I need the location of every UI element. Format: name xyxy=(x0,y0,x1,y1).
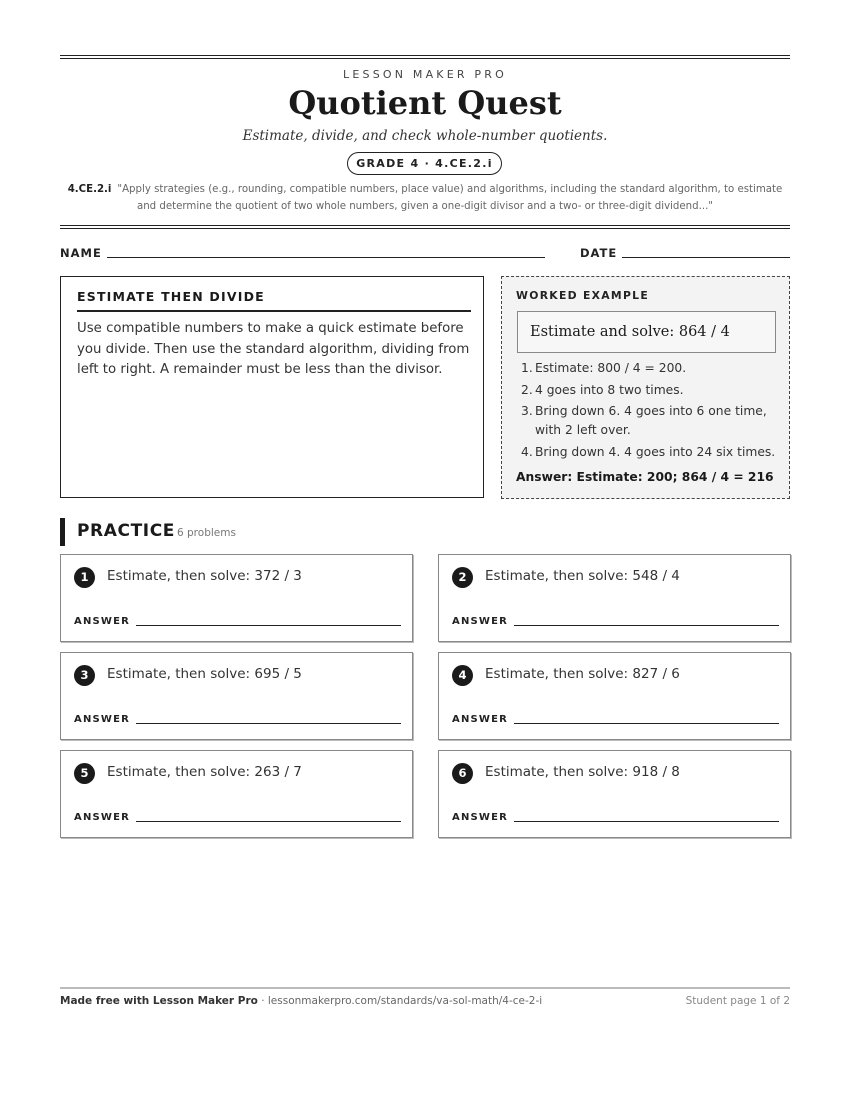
answer-field[interactable] xyxy=(514,625,779,626)
footer-page-number: Student page 1 of 2 xyxy=(685,995,790,1007)
answer-label: ANSWER xyxy=(452,714,509,725)
top-double-rule-inner xyxy=(60,58,790,59)
standard-text: "Apply strategies (e.g., rounding, compatible numbers, place value) and algorithms, including the standard algorithm, to estimate and determine the quotient of two whole numbers, given a one-digit divisor and a two- or three-digit dividend..." xyxy=(117,184,783,212)
problem-number-badge: 4 xyxy=(452,665,473,686)
problem-text: Estimate, then solve: 918 / 8 xyxy=(485,764,680,780)
problem-number-badge: 2 xyxy=(452,567,473,588)
answer-field[interactable] xyxy=(514,821,779,822)
grade-badge: GRADE 4 · 4.CE.2.i xyxy=(347,152,502,175)
problem-card xyxy=(60,652,413,740)
footer-made-with: Made free with Lesson Maker Pro xyxy=(60,995,258,1007)
step-text: 4 goes into 8 two times. xyxy=(535,382,684,397)
answer-label: ANSWER xyxy=(74,714,131,725)
worksheet-subtitle: Estimate, divide, and check whole-number quotients. xyxy=(242,128,608,144)
problem-text: Estimate, then solve: 695 / 5 xyxy=(107,666,302,682)
answer-label: ANSWER xyxy=(74,616,131,627)
problem-card xyxy=(438,652,791,740)
strategy-heading: ESTIMATE THEN DIVIDE xyxy=(77,289,471,312)
problem-card xyxy=(60,750,413,838)
worksheet-title: Quotient Quest xyxy=(288,84,562,122)
header-double-rule-inner xyxy=(60,228,790,229)
step-number: 1. xyxy=(521,361,533,375)
answer-field[interactable] xyxy=(514,723,779,724)
practice-count: 6 problems xyxy=(177,527,236,539)
step-number: 3. xyxy=(521,404,533,418)
problem-text: Estimate, then solve: 263 / 7 xyxy=(107,764,302,780)
strategy-body: Use compatible numbers to make a quick estimate before you divide. Then use the standard algorithm, dividing from left to right. A remainder must be less than the divisor. xyxy=(77,321,470,377)
answer-field[interactable] xyxy=(136,625,401,626)
worked-example-answer: Answer: Estimate: 200; 864 / 4 = 216 xyxy=(516,470,774,484)
problem-text: Estimate, then solve: 372 / 3 xyxy=(107,568,302,584)
step-text: Estimate: 800 / 4 = 200. xyxy=(535,361,687,375)
date-field[interactable] xyxy=(622,257,790,258)
header-double-rule-outer xyxy=(60,225,790,226)
answer-field[interactable] xyxy=(136,821,401,822)
worked-example-heading: WORKED EXAMPLE xyxy=(516,289,650,302)
strategy-box xyxy=(60,276,484,498)
name-label: NAME xyxy=(60,246,102,260)
practice-accent-bar xyxy=(60,518,65,546)
step-number: 2. xyxy=(521,382,533,397)
answer-label: ANSWER xyxy=(452,812,509,823)
problem-number-badge: 5 xyxy=(74,763,95,784)
answer-label: ANSWER xyxy=(74,812,131,823)
problem-number-badge: 1 xyxy=(74,567,95,588)
problem-text: Estimate, then solve: 548 / 4 xyxy=(485,568,680,584)
brand-label: LESSON MAKER PRO xyxy=(343,68,507,81)
problem-card xyxy=(60,554,413,642)
footer-credit xyxy=(60,995,542,1007)
date-label: DATE xyxy=(580,246,618,260)
standard-description xyxy=(60,181,790,215)
worked-example-step xyxy=(516,381,782,400)
step-text: Bring down 4. 4 goes into 24 six times. xyxy=(535,444,776,459)
step-number: 4. xyxy=(521,444,533,459)
worked-example-problem: Estimate and solve: 864 / 4 xyxy=(517,311,776,353)
footer-rule xyxy=(60,987,790,989)
worked-example-step xyxy=(516,402,782,440)
name-field[interactable] xyxy=(107,257,545,258)
step-text: Bring down 6. 4 goes into 6 one time, with 2 left over. xyxy=(535,404,767,437)
top-double-rule-outer xyxy=(60,55,790,56)
footer-url[interactable]: · lessonmakerpro.com/standards/va-sol-math/4-ce-2-i xyxy=(261,995,543,1007)
problem-card xyxy=(438,554,791,642)
answer-field[interactable] xyxy=(136,723,401,724)
standard-code: 4.CE.2.i xyxy=(67,184,112,195)
worked-example-steps xyxy=(516,359,782,464)
problem-number-badge: 3 xyxy=(74,665,95,686)
practice-title: PRACTICE xyxy=(77,521,175,541)
problem-text: Estimate, then solve: 827 / 6 xyxy=(485,666,680,682)
worked-example-step xyxy=(516,359,782,378)
worked-example-box xyxy=(501,276,790,499)
answer-label: ANSWER xyxy=(452,616,509,627)
worked-example-step xyxy=(516,443,782,462)
problem-number-badge: 6 xyxy=(452,763,473,784)
problem-card xyxy=(438,750,791,838)
